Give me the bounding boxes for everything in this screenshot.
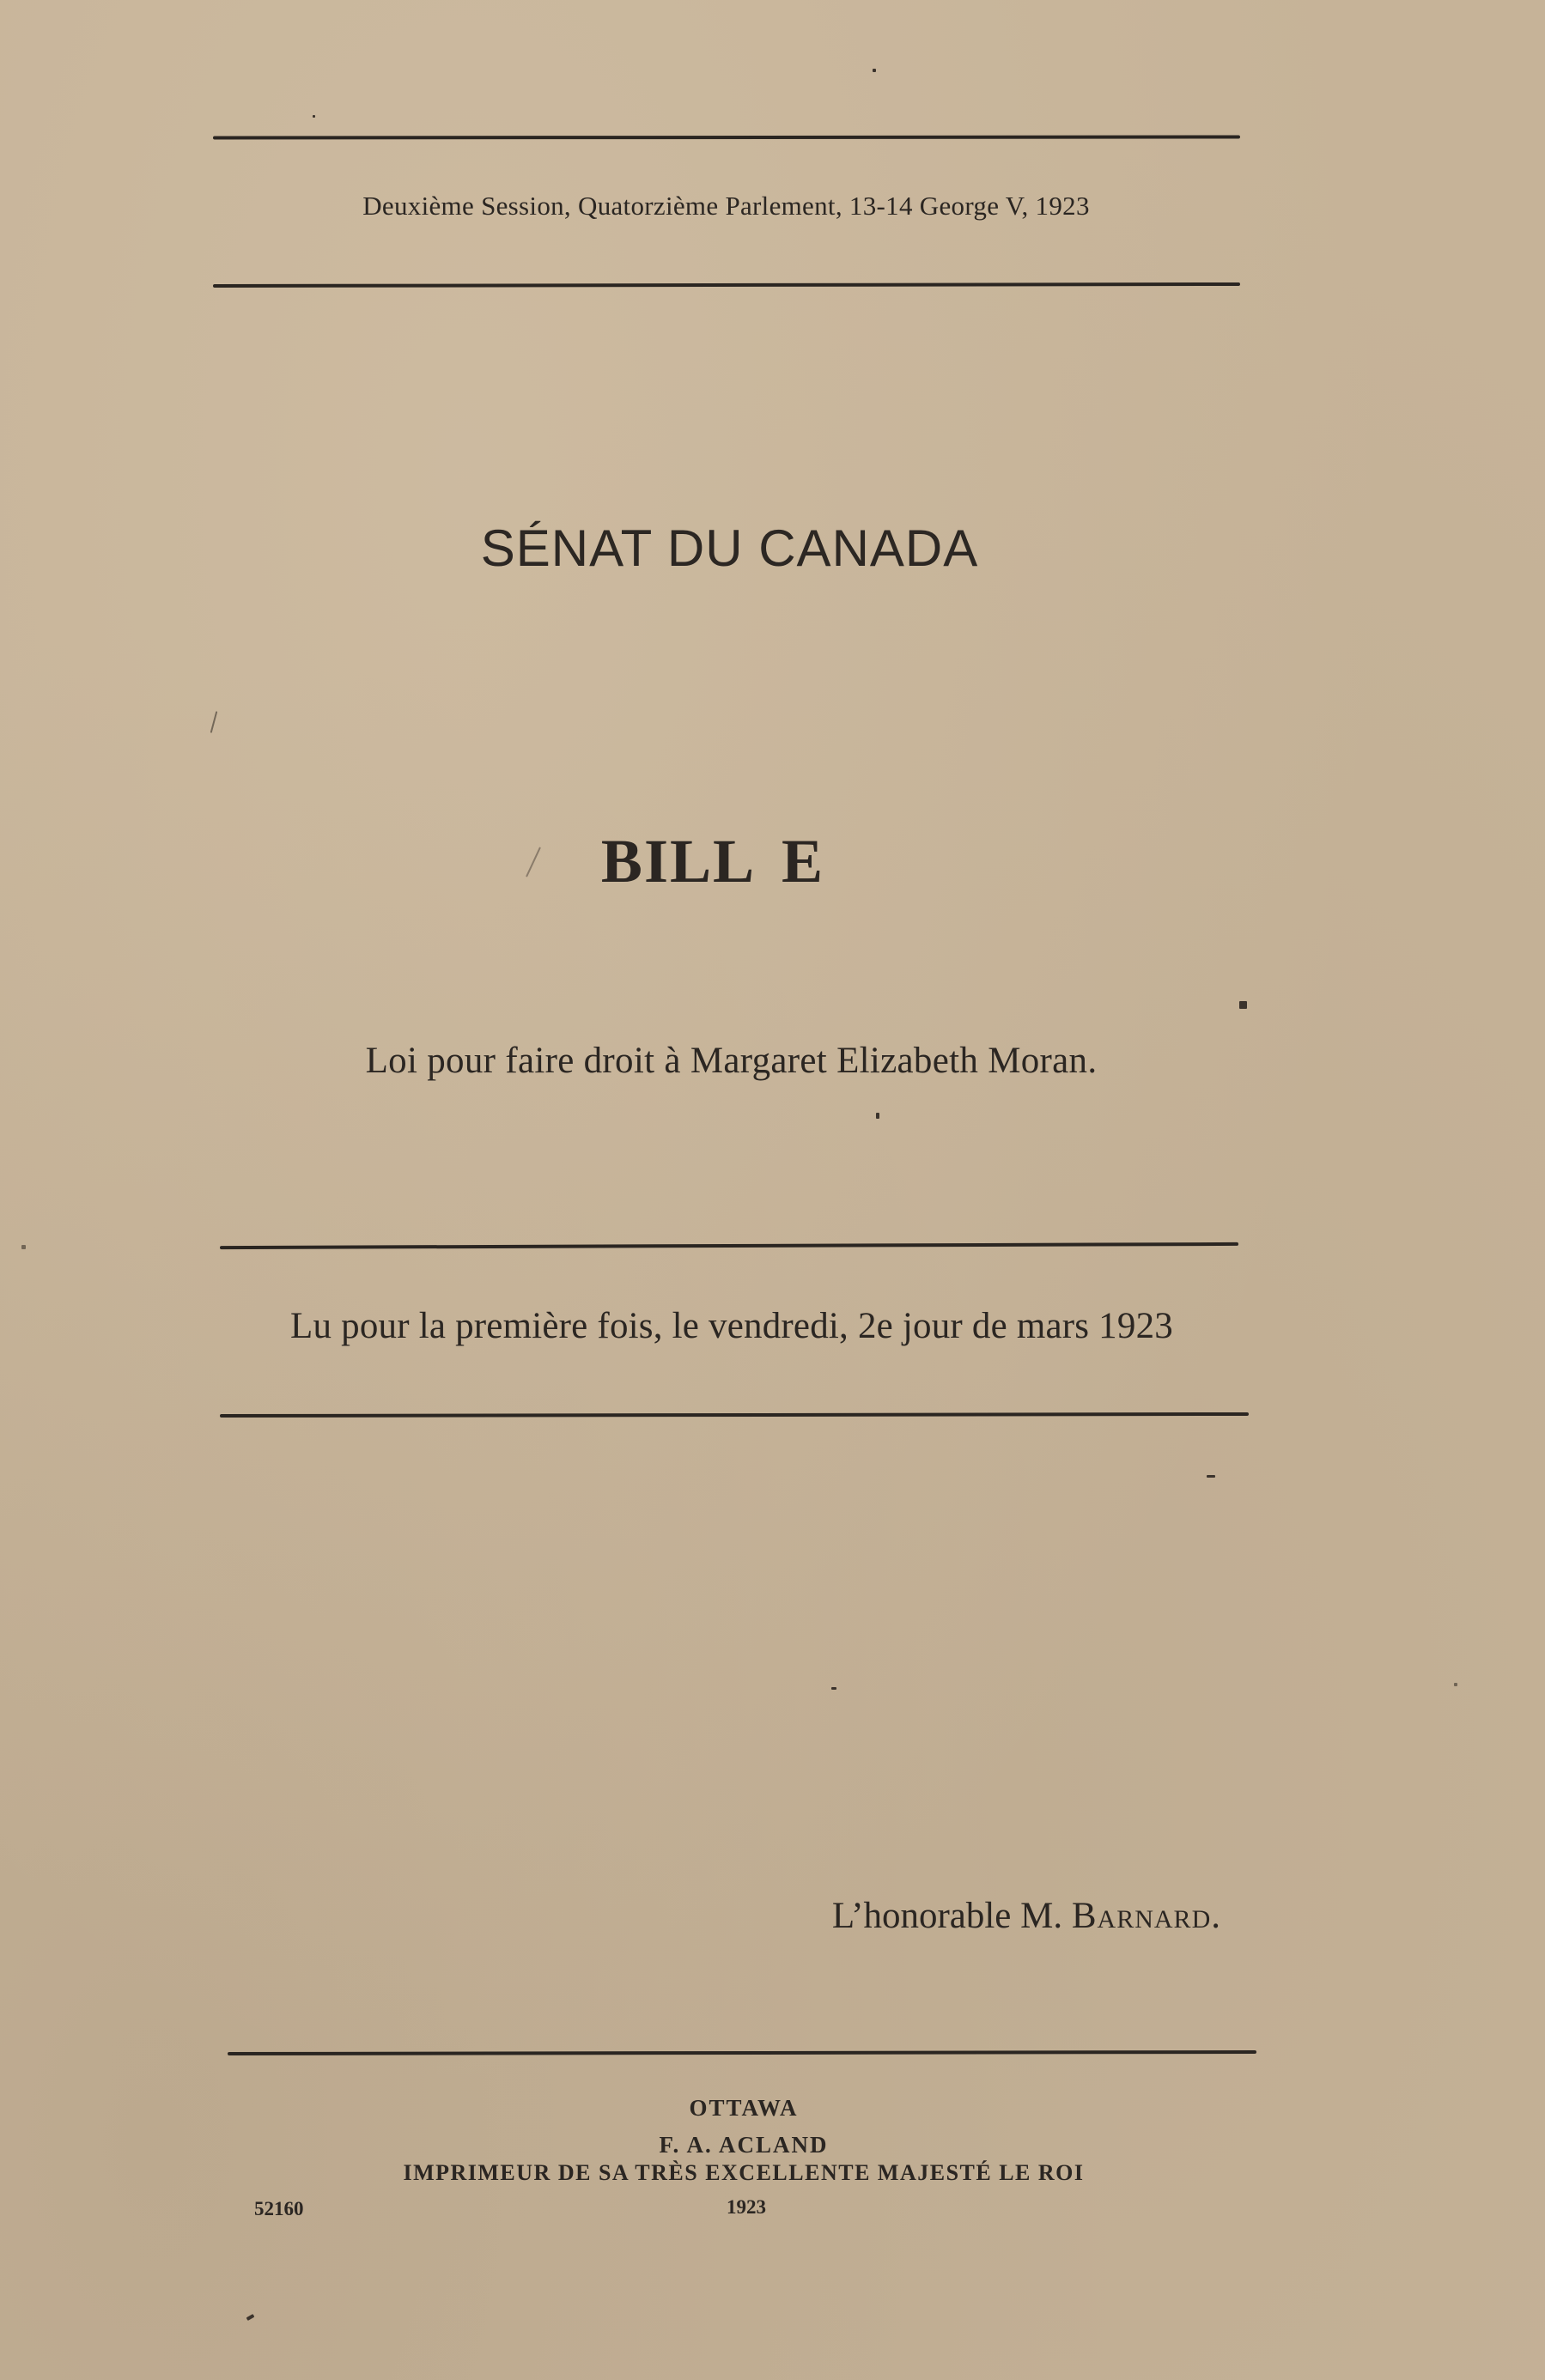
paper-speck bbox=[210, 711, 218, 733]
sponsor-name: Barnard bbox=[1071, 1896, 1212, 1936]
header-top-rule bbox=[213, 135, 1240, 139]
paper-speck bbox=[876, 1113, 879, 1119]
bill-title: BILL E bbox=[600, 827, 825, 896]
reading-bottom-rule bbox=[220, 1412, 1249, 1418]
sponsor-prefix: L’honorable M. bbox=[831, 1896, 1072, 1936]
paper-speck bbox=[21, 1245, 26, 1249]
paper-speck bbox=[313, 115, 315, 118]
paper-speck bbox=[1454, 1683, 1457, 1686]
header-bottom-rule bbox=[213, 282, 1240, 288]
session-line: Deuxième Session, Quatorzième Parlement, 13-14 George V, 1923 bbox=[362, 191, 1090, 221]
paper-speck bbox=[246, 2314, 255, 2321]
paper-speck bbox=[1239, 1001, 1247, 1009]
reading-top-rule bbox=[220, 1242, 1238, 1249]
sponsor-line bbox=[832, 1895, 1220, 1937]
imprint-city: OTTAWA bbox=[689, 2095, 799, 2121]
imprint-printer: F. A. ACLAND bbox=[659, 2132, 829, 2158]
paper-speck bbox=[873, 69, 876, 72]
senate-title: SÉNAT DU CANADA bbox=[480, 519, 979, 577]
print-number: 52160 bbox=[254, 2198, 304, 2219]
imprint-year: 1923 bbox=[727, 2196, 766, 2218]
paper-speck bbox=[831, 1687, 836, 1690]
sponsor-suffix: . bbox=[1211, 1896, 1220, 1936]
imprint-rule bbox=[228, 2050, 1256, 2055]
imprint-printer-title: IMPRIMEUR DE SA TRÈS EXCELLENTE MAJESTÉ LE ROI bbox=[403, 2160, 1085, 2185]
bill-description: Loi pour faire droit à Margaret Elizabeth Moran. bbox=[365, 1041, 1098, 1081]
first-reading-line: Lu pour la première fois, le vendredi, 2e jour de mars 1923 bbox=[290, 1306, 1173, 1346]
paper-speck bbox=[1207, 1475, 1215, 1478]
